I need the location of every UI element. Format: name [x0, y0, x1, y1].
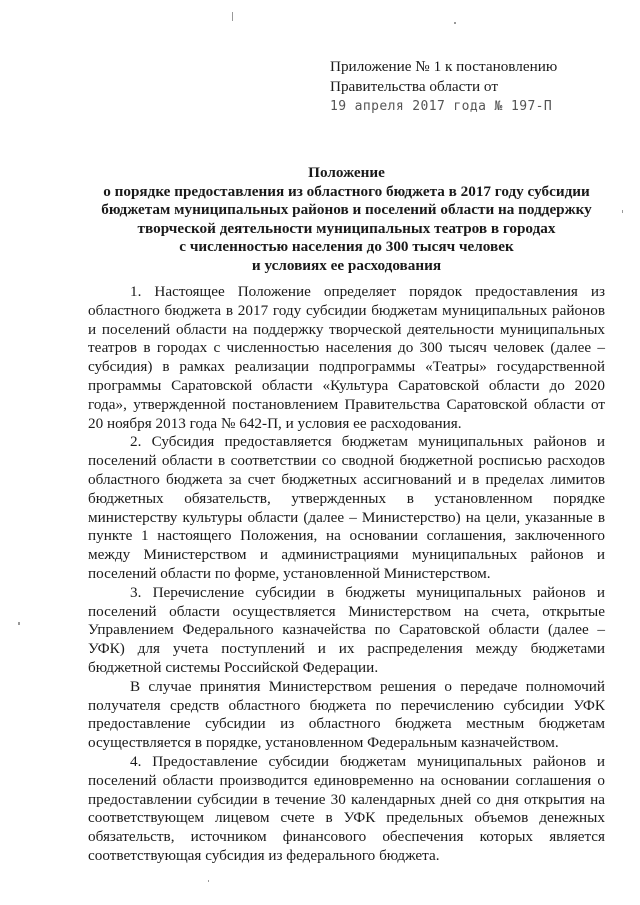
- scan-speck: [18, 622, 20, 625]
- appendix-line-1: Приложение № 1 к постановлению: [330, 58, 558, 75]
- paragraph-1: 1. Настоящее Положение определяет порядок предоставления из областного бюджета в 2017 году субсидии бюджетам муниципальных районов и поселений области на поддержку творческой деятельности муниципальных театров в городах с численностью населения до 300 тысяч человек (далее – субсидия) в рамках реализации подпрограммы «Театры» государственной программы Саратовской области «Культура Саратовской области до 2020 года», утвержденной постановлением Правительства Саратовской области от 20 ноября 2013 года № 642-П, и условия ее расходования.: [88, 283, 605, 432]
- paragraph-3-continued: В случае принятия Министерством решения о передаче полномочий получателя средств областного бюджета по перечислению субсидии УФК предоставление субсидии из областного бюджета местным бюджетам осуществляется в порядке, установленном Федеральным казначейством.: [88, 677, 605, 752]
- title-line: о порядке предоставления из областного бюджета в 2017 году субсидии: [103, 182, 590, 200]
- document-title: [88, 164, 605, 276]
- scan-speck: [622, 210, 623, 213]
- scan-speck: [232, 12, 233, 21]
- appendix-line-2: Правительства области от: [330, 78, 498, 95]
- document-body: [88, 283, 605, 866]
- title-line: бюджетам муниципальных районов и поселений области на поддержку: [101, 201, 592, 219]
- date-stamp: 19 апреля 2017 года № 197-П: [330, 99, 553, 114]
- title-heading: Положение: [308, 164, 385, 181]
- title-line: с численностью населения до 300 тысяч человек: [179, 238, 514, 256]
- scan-speck: [454, 22, 456, 24]
- title-line: творческой деятельности муниципальных театров в городах: [137, 219, 556, 237]
- scan-speck: [208, 880, 209, 882]
- paragraph-3: 3. Перечисление субсидии в бюджеты муниципальных районов и поселений области осуществляется Министерством на счета, открытые Управлением Федерального казначейства по Саратовской области (далее – УФК) для учета поступлений и их распределения между бюджетами бюджетной системы Российской Федерации.: [88, 583, 605, 676]
- paragraph-4: 4. Предоставление субсидии бюджетам муниципальных районов и поселений области производится единовременно на основании соглашения о предоставлении субсидии в течение 30 календарных дней со дня открытия на соответствующем лицевом счете в УФК предельных объемов денежных обязательств, источником финансового обеспечения которых является соответствующая субсидия из федерального бюджета.: [88, 752, 605, 864]
- appendix-note: [330, 57, 620, 117]
- title-line: и условиях ее расходования: [251, 256, 442, 274]
- paragraph-2: 2. Субсидия предоставляется бюджетам муниципальных районов и поселений области в соответствии со сводной бюджетной росписью расходов областного бюджета за счет бюджетных ассигнований и в пределах лимитов бюджетных обязательств, утвержденных в установленном порядке министерству культуры области (далее – Министерство) на цели, указанные в пункте 1 настоящего Положения, на основании соглашения, заключенного между Министерством и администрациями муниципальных районов и поселений области по форме, установленной Министерством.: [88, 433, 605, 582]
